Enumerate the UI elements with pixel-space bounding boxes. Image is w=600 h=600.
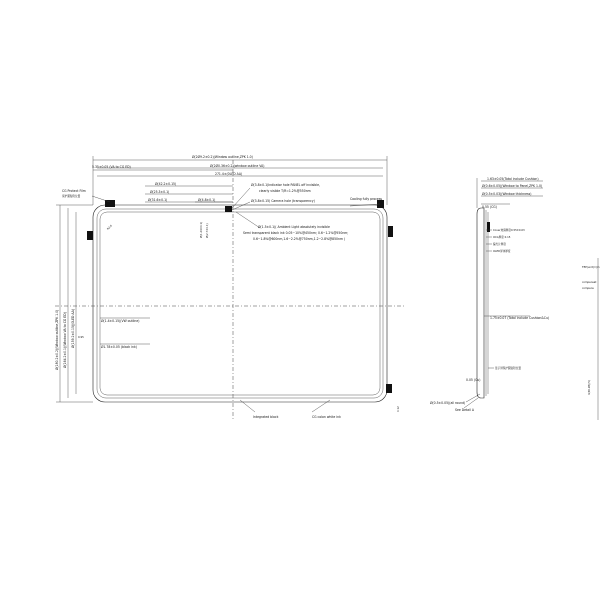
dim-ref2: Ø(25.3±0.1) — [150, 190, 170, 194]
right-edge-text-2: compensat — [582, 281, 597, 284]
label-indicator-hole: Ø(3.8±0.1)Indicator hole PANEL off invisible, — [251, 183, 320, 187]
right-side-tab — [388, 226, 393, 237]
side-callout-top: Cover玻璃厚度0.55±0.03 — [493, 229, 525, 232]
label-ambient-1: Ø(1.5±0.1)( Ambient Light absolutely invisible — [258, 225, 330, 229]
right-edge-vertical: 4(36.2B)(5) — [588, 380, 591, 395]
side-tab-top — [487, 222, 490, 232]
camera-module — [225, 206, 232, 212]
right-edge-fragment — [582, 258, 600, 420]
label-window-outline: Ø(1.4±0.15)(VW outline) — [101, 319, 140, 323]
side-callout-3: 偏光片厚度 — [493, 243, 506, 246]
dim-active-area: 271.4±(0LED AA) — [215, 172, 243, 176]
label-cg-protect-film: CG Protect Film — [62, 189, 86, 193]
callout-leader-7 — [464, 398, 478, 408]
right-bottom-tab — [386, 384, 392, 393]
dim-ref1: Ø(42.2±0.15) — [155, 182, 177, 186]
protect-film-tab — [105, 200, 115, 207]
label-edge-dim: 0.12 — [397, 406, 400, 412]
vdim-active-area: Ø(159.2±0.15)(0LED AA) — [71, 309, 75, 348]
side-callout-2: OCA厚度 0.15 — [493, 236, 511, 239]
dim-va-to-cg: 5.35±0.05 (VA to CG ED) — [92, 165, 131, 169]
label-radius: R2.6 — [106, 224, 113, 231]
label-ambient-2: Semi transparent black ink 0.05~10%@450nm; 0.6~1.2%@550nm; — [243, 231, 349, 235]
side-total-cushion: 1.75±0.07 (Total include Cushion&Cu) — [490, 316, 550, 320]
left-side-tab — [87, 231, 93, 240]
front-view — [54, 154, 405, 420]
vdim-va-to-cg: Ø(164.2±0.1)(Window VA to CG ED) — [63, 312, 67, 368]
right-edge-text-1: TEP(unit)=(m — [582, 266, 600, 269]
side-cg-thickness: 0.55 (CG) — [482, 205, 497, 209]
label-camera-hole: Ø(3.8±0.15) Camera hole (transparency) — [251, 199, 315, 203]
label-side-dim-1: Ø(1.24±0.1) — [200, 221, 203, 238]
label-side-dim-2: Ø(2.7±0.1) — [206, 223, 209, 238]
side-bottom-note: 显示屏保护膜贴附位置 — [495, 367, 521, 370]
label-cg-protect-film-sub: 保护膜贴附位置 — [62, 195, 81, 198]
dim-outline-window: Ø(2Ø9.2±0.2)(Window outline,ZPK 1.0) — [192, 155, 253, 159]
dim-ref4: Ø(4.8±0.1) — [198, 198, 216, 202]
dim-cg-outline-active: Ø(2Ø0.36±0.2)(window outline VA) — [210, 164, 265, 168]
side-profile-outer — [477, 208, 484, 398]
side-callout-4: OLED屏体厚度 — [493, 250, 511, 253]
dim-ref3: Ø(31.6±0.1) — [148, 198, 168, 202]
side-view — [430, 177, 549, 412]
leader-protect-film — [92, 196, 110, 202]
label-black-ink: Ø1.78±0.05 (black ink) — [101, 345, 138, 349]
label-integrated-black: Integrated black — [253, 415, 279, 419]
side-total-thickness: 1.63±0.05(Total include Cushion) — [487, 177, 539, 181]
label-cg-white-ink: CG colon white ink — [312, 415, 341, 419]
label-indicator-hole-sub: clearly visible T/R=1.2%@550nm — [259, 189, 311, 193]
side-bottom-dim: Ø(0.5±0.05)(all round) — [430, 401, 466, 405]
label-ambient-3: 0.6~1.8%@600nm,1.6~2.2%@750nm,1.2~2.8%@850nm ) — [253, 237, 346, 241]
leader-ambient — [236, 212, 260, 228]
side-see-detail: See Detail A — [455, 408, 474, 412]
side-window-to-panel: Ø(0.6±0.05)(Window to Panel,ZPK 1.0) — [482, 184, 543, 188]
side-cu-label: 0.05 (Cu) — [466, 378, 481, 382]
label-cooling-1: Cooling fully process — [350, 197, 383, 201]
side-window-thickness: Ø(0.5±0.03)(Window thickness) — [482, 192, 532, 196]
vdim-small: 0.95 — [78, 336, 84, 339]
vdim-outline-window: Ø(180.2±0.2)(Window outline,ZPK 1.0) — [55, 309, 59, 370]
right-edge-text-3: compens — [582, 287, 594, 290]
